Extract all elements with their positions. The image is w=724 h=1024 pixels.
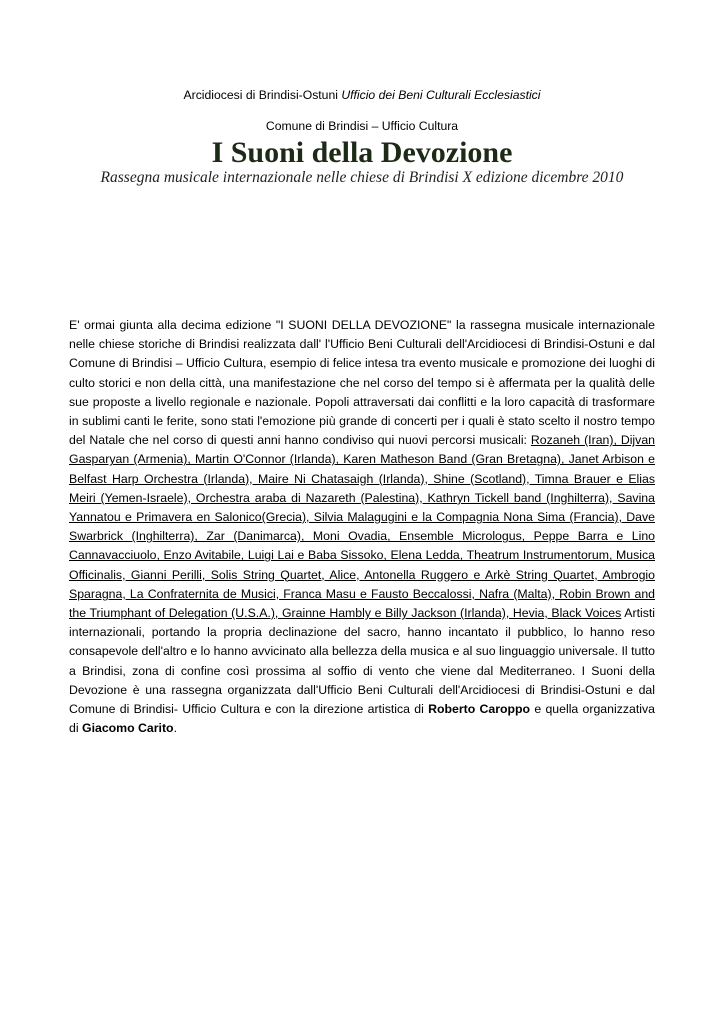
body-intro: E' ormai giunta alla decima edizione "I SUONI DELLA DEVOZIONE" la rassegna musicale internazionale nelle chiese storiche di Brindisi realizzata dall' l'Ufficio Beni Culturali dell'Arcidiocesi di Brindisi-Ostuni e dal Comune di Brindisi – Ufficio Cultura, esempio di felice intesa tra evento musicale e promozione dei luoghi di culto storici e non della città, una manifestazione che nel corso del tempo si è affermata per la qualità delle sue proposte a livello regionale e nazionale. Popoli attraversati dai conflitti e la loro capacità di trasformare in sublimi canti le ferite, sono stati l'emozione più grande di concerti per i quali è stato scelto il nostro tempo del Natale che nel corso di questi anni hanno condiviso qui nuovi percorsi musicali: <box>69 318 655 448</box>
office-name: Ufficio dei Beni Culturali Ecclesiastici <box>341 88 541 102</box>
diocese-name: Arcidiocesi di Brindisi-Ostuni <box>183 88 338 102</box>
municipality-header: Comune di Brindisi – Ufficio Cultura <box>265 119 459 133</box>
document-subtitle: Rassegna musicale internazionale nelle chiese di Brindisi X edizione dicembre 2010 <box>100 169 624 186</box>
diocese-header <box>0 87 724 103</box>
organizer-name: Giacomo Carito <box>82 721 174 736</box>
body-middle: Artisti internazionali, portando la propria declinazione del sacro, hanno incantato il pubblico, lo hanno reso consapevole dell'altro e lo hanno avvicinato alla bellezza della musica e al suo linguaggio universale. Il tutto a Brindisi, zona di confine così prossima al soffio di vento che viene dal Mediterraneo. I Suoni della Devozione è una rassegna organizzata dall'Ufficio Beni Culturali dell'Arcidiocesi di Brindisi-Ostuni e dal Comune di Brindisi- Ufficio Cultura e con la direzione artistica di <box>69 606 656 717</box>
body-paragraph <box>69 316 655 738</box>
artistic-director-name: Roberto Caroppo <box>428 702 531 717</box>
artist-list: Rozaneh (Iran), Dijvan Gasparyan (Armenia), Martin O'Connor (Irlanda), Karen Matheson Band (Gran Bretagna), Janet Arbison e Belfast Harp Orchestra (Irlanda), Maire Ni Chatasaigh (Irlanda), Shine (Scotland), Timna Brauer e Elias Meiri (Yemen-Israele), Orchestra araba di Nazareth (Palestina), Kathryn Tickell band (Inghilterra), Savina Yannatou e Primavera en Salonico(Grecia), Silvia Malagugini e la Compagnia Nona Sima (Francia), Dave Swarbrick (Inghilterra), Zar (Danimarca), Moni Ovadia, Ensemble Micrologus, Peppe Barra e Lino Cannavacciuolo, Enzo Avitabile, Luigi Lai e Baba Sissoko, Elena Ledda, Theatrum Instrumentorum, Musica Officinalis, Gianni Perilli, Solis String Quartet, Alice, Antonella Ruggero e Arkè String Quartet, Ambrogio Sparagna, La Confraternita de Musici, Franca Masu e Fausto Beccalossi, Nafra (Malta), Robin Brown and the Triumphant of Delegation (U.S.A.), Grainne Hambly e Billy Jackson (Irlanda), Hevia, Black Voices <box>69 433 655 621</box>
body-end: . <box>173 721 177 736</box>
document-title: I Suoni della Devozione <box>211 136 513 169</box>
body-connector: e quella organizzativa di <box>69 702 655 736</box>
